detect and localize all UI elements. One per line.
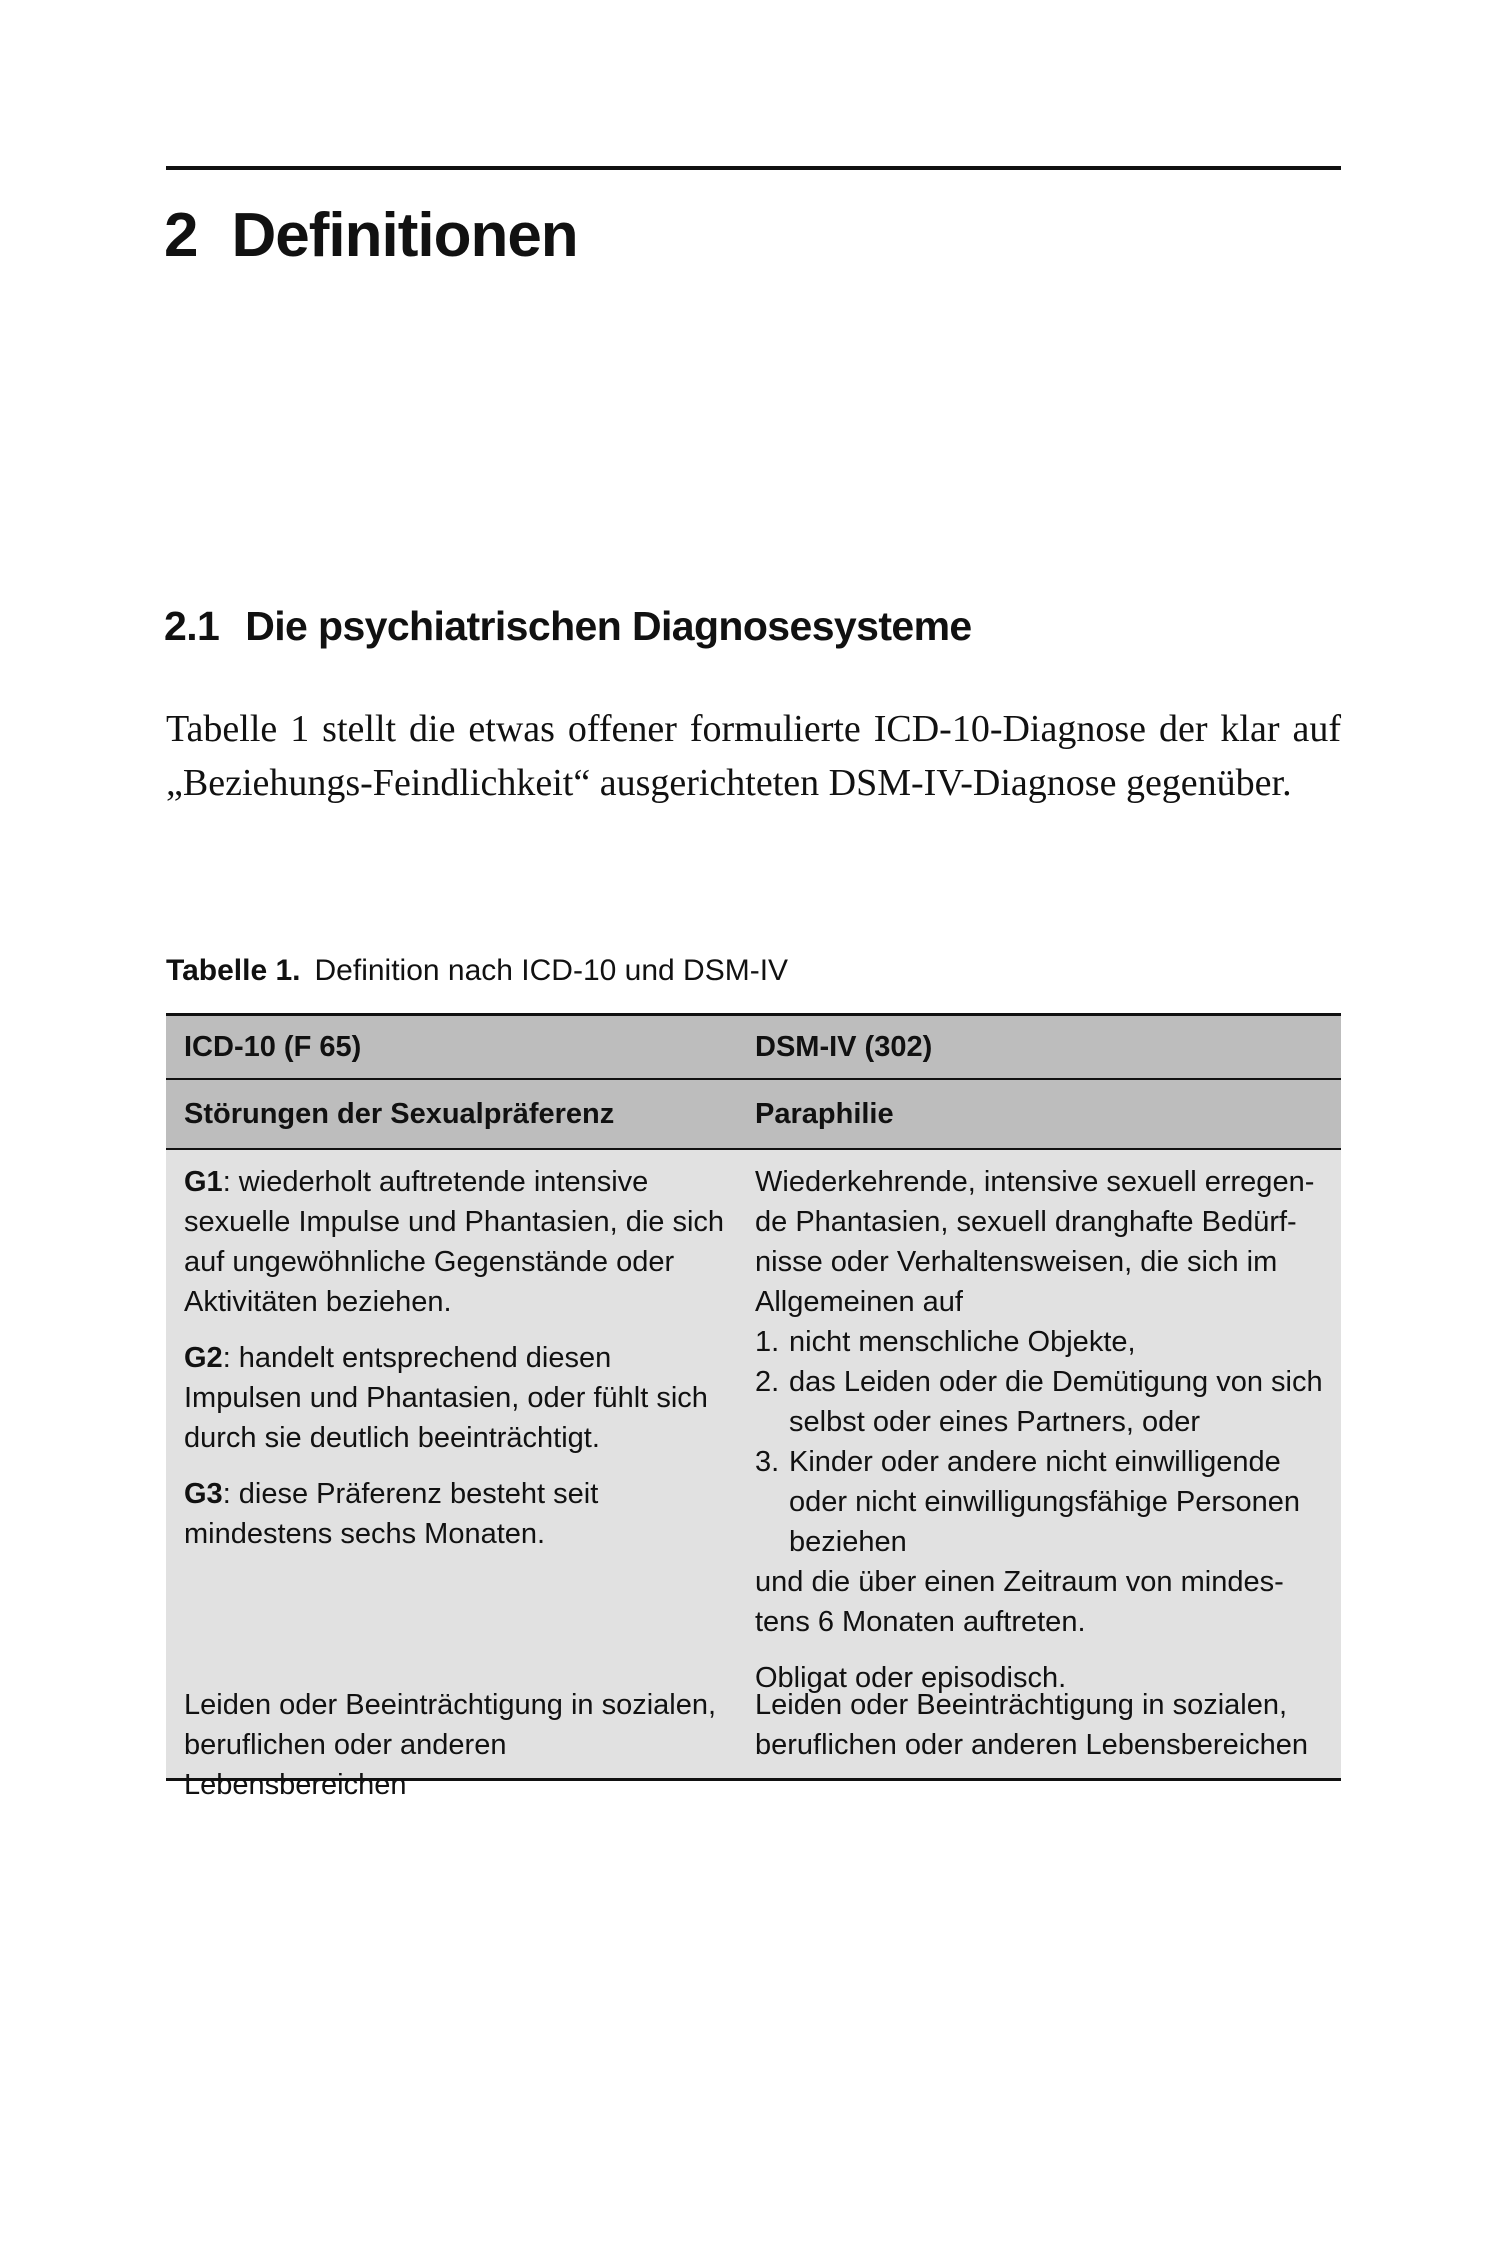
criterion-g3 [184, 1474, 735, 1554]
list-item-text: Kinder oder andere nicht einwilligende oder nicht einwilligungsfähige Personen beziehen [789, 1446, 1301, 1558]
dsm4-note: Obligat oder episodisch. [755, 1662, 1067, 1694]
icd10-criteria [166, 1162, 755, 1554]
chapter-title [164, 201, 578, 270]
definition-table [166, 1013, 1341, 1801]
criterion-g3-label: G3 [184, 1478, 223, 1510]
table-last-row [166, 1685, 1341, 1801]
list-item-number: 3. [755, 1446, 780, 1478]
dsm4-impairment: Leiden oder Beeinträchtigung in sozialen, beruflichen oder anderen Lebensbereichen [755, 1689, 1309, 1761]
criterion-g3-text: : diese Präferenz besteht seit mindestens sechs Monaten. [184, 1478, 599, 1550]
criterion-g2-text: : handelt entsprechend diesen Impulsen und Phantasien, oder fühlt sich durch sie deutlich beeinträchtigt. [184, 1342, 708, 1454]
list-item [755, 1362, 1323, 1442]
header-icd10: ICD-10 (F 65) [184, 1031, 362, 1063]
criterion-g2 [184, 1338, 735, 1458]
table-caption [166, 956, 788, 986]
criterion-g1-label: G1 [184, 1166, 223, 1198]
criterion-g1 [184, 1162, 735, 1322]
list-item-number: 1. [755, 1326, 780, 1358]
table-caption-text: Definition nach ICD-10 und DSM-IV [314, 954, 789, 987]
subheader-icd10: Störungen der Sexualpräferenz [184, 1098, 615, 1130]
dsm4-outro: und die über einen Zeitraum von mindestens 6 Monaten auftreten. [755, 1566, 1284, 1638]
top-rule [166, 166, 1341, 170]
dsm4-list [755, 1322, 1323, 1562]
intro-paragraph: Tabelle 1 stellt die etwas offener formulierte ICD-10-Diagnose der klar auf „Beziehungs-Feindlichkeit“ ausgerichteten DSM-IV-Diagnose gegenüber. [166, 708, 1341, 804]
list-item-text: nicht menschliche Objekte, [789, 1326, 1136, 1358]
table-body-row [166, 1150, 1341, 1694]
criterion-g1-text: : wiederholt auftretende intensive sexuelle Impulse und Phantasien, die sich auf ungewöhnliche Gegenstände oder Aktivitäten beziehen. [184, 1166, 725, 1318]
table-caption-label: Tabelle 1. [166, 954, 301, 987]
list-item-text: das Leiden oder die Demütigung von sich selbst oder eines Partners, oder [789, 1366, 1323, 1438]
list-item-number: 2. [755, 1366, 780, 1398]
dsm4-criteria [755, 1162, 1341, 1698]
section-title-text: Die psychiatrischen Diagnosesysteme [245, 603, 972, 649]
icd10-impairment: Leiden oder Beeinträchtigung in sozialen, beruflichen oder anderen Lebensbereichen [184, 1689, 717, 1801]
table-subheader-row [166, 1078, 1341, 1150]
list-item [755, 1442, 1323, 1562]
table-header-row [166, 1013, 1341, 1078]
section-number: 2.1 [164, 603, 220, 649]
section-title [164, 603, 972, 649]
chapter-number: 2 [164, 201, 198, 270]
list-item [755, 1322, 1323, 1362]
subheader-dsm4: Paraphilie [755, 1098, 894, 1130]
header-dsm4: DSM-IV (302) [755, 1031, 933, 1063]
criterion-g2-label: G2 [184, 1342, 223, 1374]
chapter-title-text: Definitionen [231, 201, 578, 270]
dsm4-intro: Wiederkehrende, intensive sexuell erregende Phantasien, sexuell dranghafte Bedürfnisse oder Verhaltensweisen, die sich im Allgemeinen auf [755, 1166, 1315, 1318]
